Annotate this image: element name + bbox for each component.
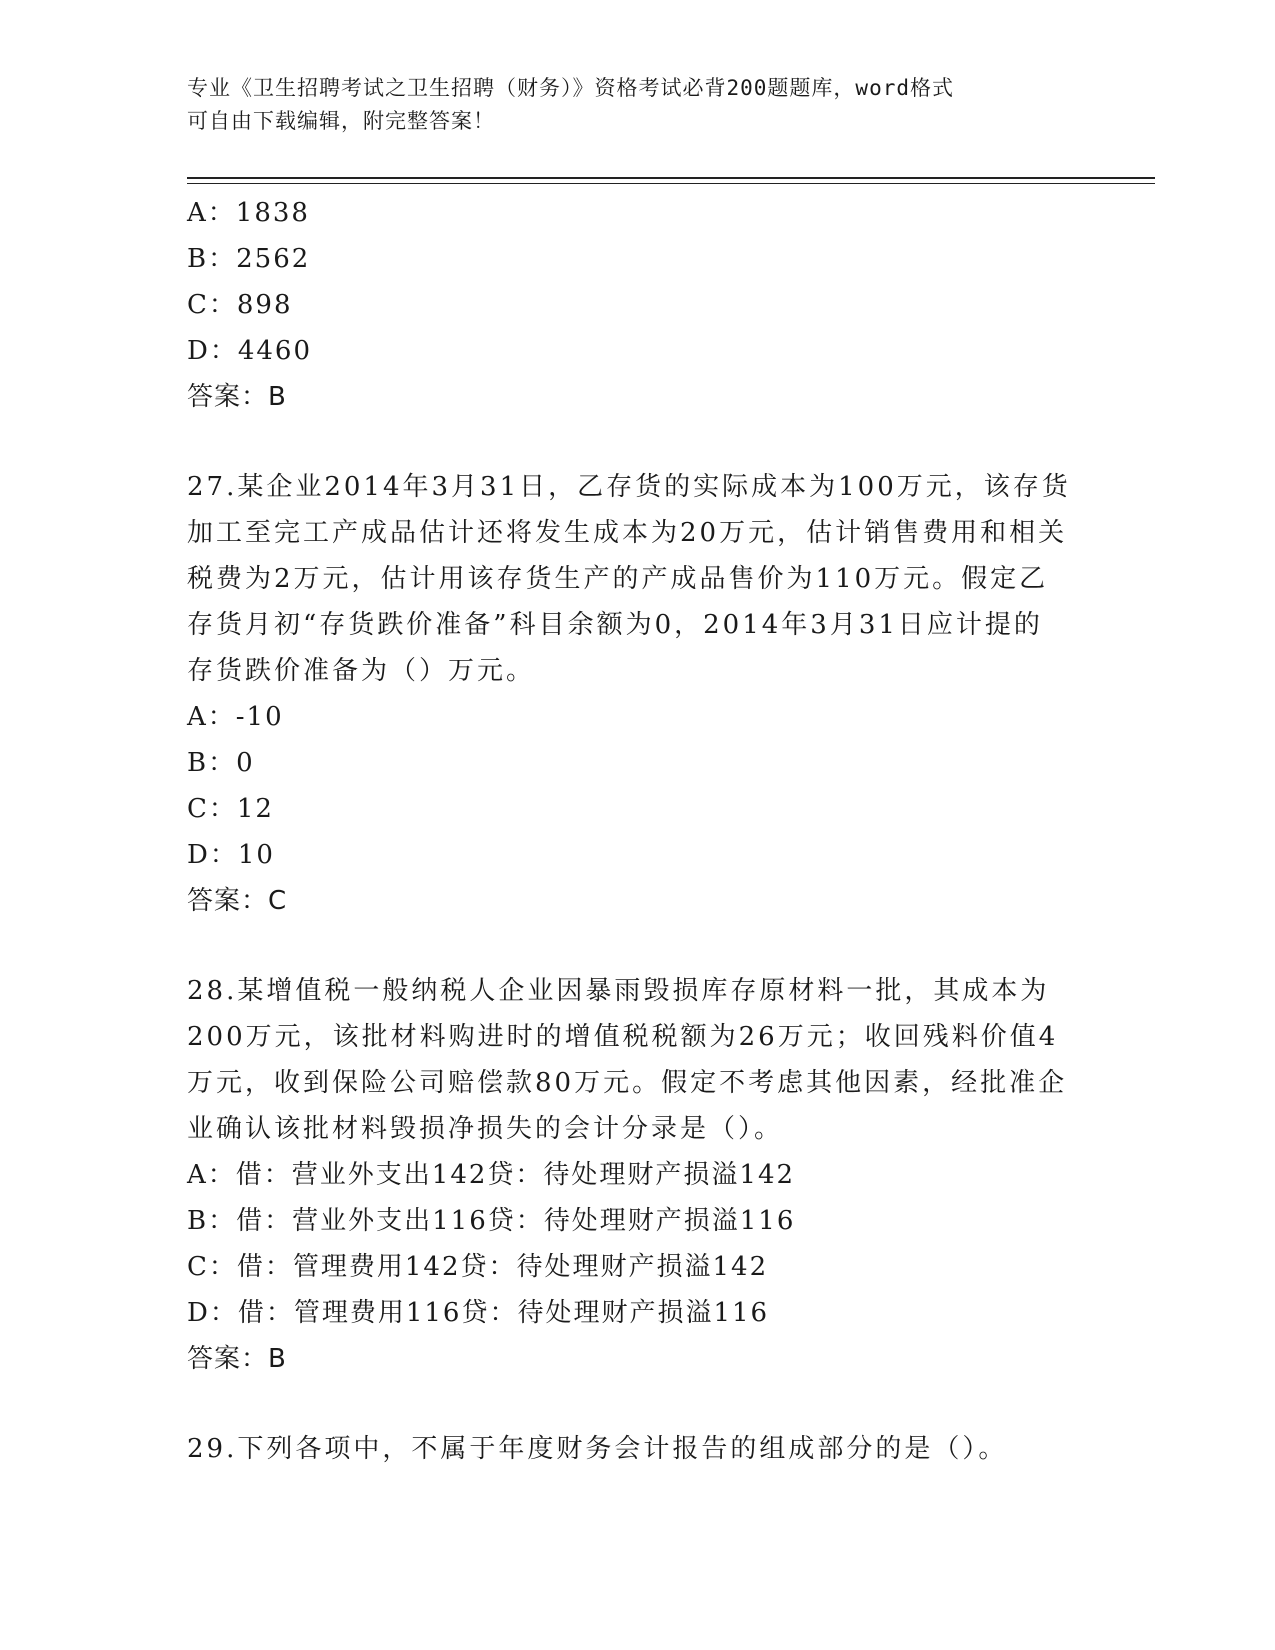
option-c: C：898 xyxy=(187,290,293,320)
header-line-2: 可自由下载编辑，附完整答案！ xyxy=(187,109,495,133)
question-text-line: 加工至完工产成品估计还将发生成本为20万元，估计销售费用和相关 xyxy=(187,518,1068,548)
answer-line: 答案：B xyxy=(187,382,287,412)
question-text-line: 存货月初“存货跌价准备”科目余额为0，2014年3月31日应计提的 xyxy=(187,610,1043,640)
question-text-line: 业确认该批材料毁损净损失的会计分录是（）。 xyxy=(187,1114,784,1144)
option-a: A：-10 xyxy=(187,702,284,732)
header-divider-thin xyxy=(187,183,1155,184)
question-text-line: 29.下列各项中，不属于年度财务会计报告的组成部分的是（）。 xyxy=(187,1434,1008,1464)
question-text-line: 28.某增值税一般纳税人企业因暴雨毁损库存原材料一批，其成本为 xyxy=(187,976,1050,1006)
option-c: C：12 xyxy=(187,794,274,824)
question-27 xyxy=(187,464,1071,924)
option-a: A：借：营业外支出142贷：待处理财产损溢142 xyxy=(187,1160,796,1190)
option-b: B：借：营业外支出116贷：待处理财产损溢116 xyxy=(187,1206,796,1236)
spacer xyxy=(187,1382,1067,1426)
option-b: B：2562 xyxy=(187,244,311,274)
question-text-line: 存货跌价准备为（）万元。 xyxy=(187,656,536,686)
spacer xyxy=(187,420,1067,464)
question-29 xyxy=(187,1426,1067,1472)
spacer xyxy=(187,924,1067,968)
header-divider-thick xyxy=(187,177,1155,179)
option-c: C：借：管理费用142贷：待处理财产损溢142 xyxy=(187,1252,769,1282)
document-body xyxy=(187,190,1071,1472)
option-b: B：0 xyxy=(187,748,255,778)
answer-line: 答案：C xyxy=(187,886,288,916)
question-text-line: 200万元，该批材料购进时的增值税税额为26万元；收回残料价值4 xyxy=(187,1022,1059,1052)
option-a: A：1838 xyxy=(187,198,310,228)
question-26-tail xyxy=(187,190,1067,420)
option-d: D：借：管理费用116贷：待处理财产损溢116 xyxy=(187,1298,770,1328)
question-text-line: 税费为2万元，估计用该存货生产的产成品售价为110万元。假定乙 xyxy=(187,564,1049,594)
option-d: D：10 xyxy=(187,840,275,870)
question-text-line: 万元，收到保险公司赔偿款80万元。假定不考虑其他因素，经批准企 xyxy=(187,1068,1068,1098)
document-header xyxy=(187,72,1067,138)
question-text-line: 27.某企业2014年3月31日，乙存货的实际成本为100万元，该存货 xyxy=(187,472,1071,502)
question-28 xyxy=(187,968,1067,1382)
header-line-1: 专业《卫生招聘考试之卫生招聘（财务）》资格考试必背200题题库，word格式 xyxy=(187,76,954,100)
option-d: D：4460 xyxy=(187,336,313,366)
answer-line: 答案：B xyxy=(187,1344,287,1374)
